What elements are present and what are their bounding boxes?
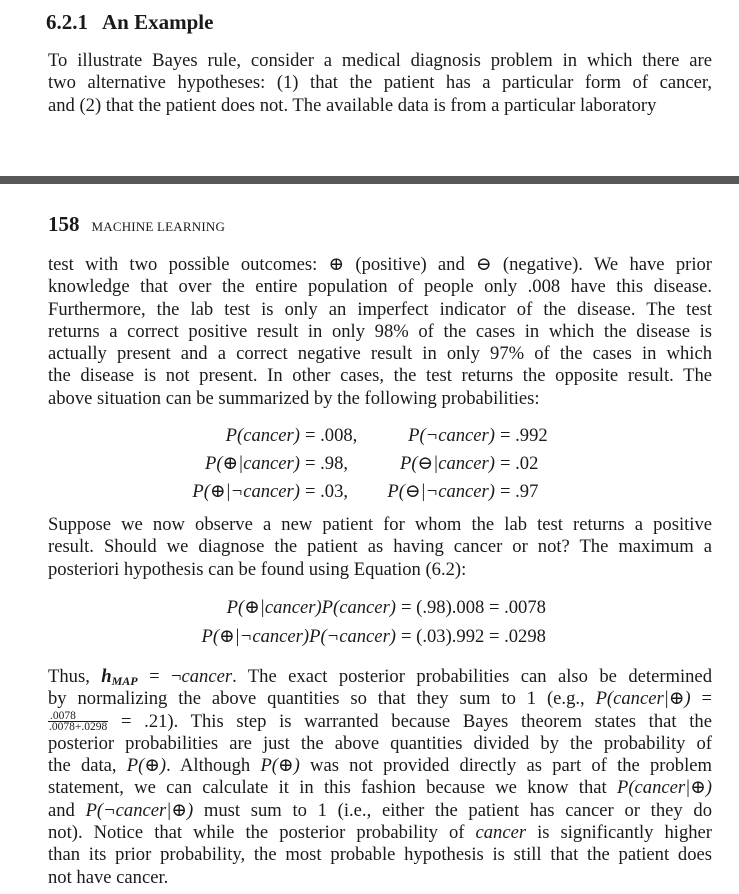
paragraph-outcomes — [48, 254, 712, 410]
prob-lhs: P(¬cancer) — [408, 425, 495, 446]
prob-lhs: P(⊖|¬cancer) — [387, 481, 495, 502]
text-run: = .21). This step is warranted because Bayes theorem states that the — [108, 710, 712, 732]
text-line — [48, 755, 712, 777]
prob-rhs: = .98, — [305, 453, 349, 474]
prob-rhs: = .008, — [305, 425, 358, 446]
page-divider — [0, 176, 739, 184]
probability-row — [0, 481, 739, 505]
map-lhs: P(⊕|¬cancer)P(¬cancer) — [201, 626, 396, 647]
text-run: returns a correct positive result in only 98% of the cases in which the disease is — [48, 320, 712, 342]
text-line — [48, 822, 712, 844]
text-run: two alternative hypotheses: (1) that the patient has a particular form of cancer, — [48, 72, 712, 94]
text-line — [48, 299, 712, 321]
text-run: above situation can be summarized by the following probabilities: — [48, 387, 540, 409]
math-run: P(cancer|⊕) — [616, 777, 712, 799]
text-line — [48, 536, 712, 558]
text-line — [48, 867, 712, 889]
text-run: posterior probabilities are just the above quantities divided by the probability of — [48, 732, 712, 754]
map-rhs: = (.03).992 = .0298 — [401, 626, 546, 647]
prob-lhs: P(⊕|¬cancer) — [192, 481, 300, 502]
fraction — [48, 711, 108, 733]
page-number: 158 — [48, 212, 80, 236]
text-line — [48, 254, 712, 276]
text-run: statement, we can calculate it in this fashion because we know that — [48, 777, 617, 799]
text-run: To illustrate Bayes rule, consider a medical diagnosis problem in which there are — [48, 50, 712, 71]
text-line — [48, 50, 712, 72]
text-line — [48, 514, 712, 536]
prob-rhs: = .97 — [500, 481, 539, 502]
text-line — [48, 365, 712, 387]
text-run: and — [48, 799, 86, 821]
text-run: than its prior probability, the most probable hypothesis is still that the patient does — [48, 844, 712, 866]
text-run: = ¬ — [137, 666, 182, 687]
math-run: P(⊕) — [126, 755, 167, 777]
math-run: cancer — [181, 666, 233, 687]
map-rhs: = (.98).008 = .0078 — [401, 597, 546, 618]
text-line — [48, 800, 712, 822]
prob-rhs: = .03, — [305, 481, 349, 502]
math-run: P(⊕) — [260, 755, 300, 777]
text-line — [48, 688, 712, 710]
text-run: the disease is not present. In other cases, the test returns the opposite result. The — [48, 365, 712, 387]
prob-rhs: = .02 — [500, 453, 539, 474]
map-lhs: P(⊕|cancer)P(cancer) — [226, 597, 396, 618]
map-equation-row — [0, 626, 739, 650]
math-run: P(cancer|⊕) — [595, 688, 691, 710]
text-line — [48, 95, 712, 117]
section-title: An Example — [102, 10, 214, 34]
text-line — [48, 666, 712, 688]
math-run: cancer — [475, 822, 527, 844]
text-line — [48, 343, 712, 365]
text-run: Suppose we now observe a new patient for whom the lab test returns a positive — [48, 514, 712, 535]
text-line — [48, 777, 712, 799]
prob-lhs: P(⊕|cancer) — [204, 453, 300, 474]
paragraph-posterior — [48, 666, 712, 889]
prob-lhs: P(cancer) — [225, 425, 300, 446]
section-heading — [46, 10, 213, 35]
text-run: result. Should we diagnose the patient as having cancer or not? The maximum a — [48, 536, 712, 558]
text-run: Thus, — [48, 666, 102, 687]
text-run: must sum to 1 (i.e., either the patient has cancer or they do — [193, 799, 712, 821]
text-line — [48, 321, 712, 343]
fraction-numerator: .0078 — [48, 711, 108, 723]
running-title: MACHINE LEARNING — [91, 219, 226, 234]
text-line — [48, 388, 712, 410]
text-run: . Although — [166, 755, 261, 777]
text-run: by normalizing the above quantities so that they sum to 1 (e.g., — [48, 688, 596, 710]
paragraph-suppose — [48, 514, 712, 581]
text-run: not). Notice that while the posterior probability of — [48, 822, 476, 844]
prob-lhs: P(⊖|cancer) — [399, 453, 495, 474]
text-run: = — [690, 688, 713, 710]
text-line — [48, 733, 712, 755]
text-run: posteriori hypothesis can be found using Equation (6.2): — [48, 558, 467, 580]
probability-row — [0, 425, 739, 449]
prob-rhs: = .992 — [500, 425, 548, 446]
text-line — [48, 72, 712, 94]
text-run: actually present and a correct negative result in only 97% of the cases in which — [48, 343, 712, 365]
text-run: was not provided directly as part of the problem — [299, 755, 712, 777]
math-run: h — [101, 666, 112, 687]
text-run: test with two possible outcomes: ⊕ (positive) and ⊖ (negative). We have prior — [48, 254, 712, 275]
running-head — [48, 212, 225, 237]
text-run: Furthermore, the lab test is only an imperfect indicator of the disease. The test — [48, 298, 712, 320]
text-run: knowledge that over the entire population of people only .008 have this disease. — [48, 276, 712, 298]
intro-paragraph — [48, 50, 712, 117]
text-run: is significantly higher — [526, 822, 712, 844]
text-line — [48, 276, 712, 298]
text-run: not have cancer. — [48, 866, 169, 888]
map-equation-row — [0, 597, 739, 621]
text-run: the data, — [48, 755, 127, 777]
math-run: P(¬cancer|⊕) — [85, 799, 194, 821]
text-run: and (2) that the patient does not. The available data is from a particular laboratory — [48, 94, 657, 116]
subscript: MAP — [111, 674, 138, 688]
probability-row — [0, 453, 739, 477]
fraction-denominator: .0078+.0298 — [49, 721, 108, 734]
text-line — [48, 844, 712, 866]
text-line — [48, 559, 712, 581]
section-number: 6.2.1 — [46, 10, 88, 34]
text-line — [48, 711, 712, 733]
text-run: . The exact posterior probabilities can also be determined — [232, 666, 712, 687]
